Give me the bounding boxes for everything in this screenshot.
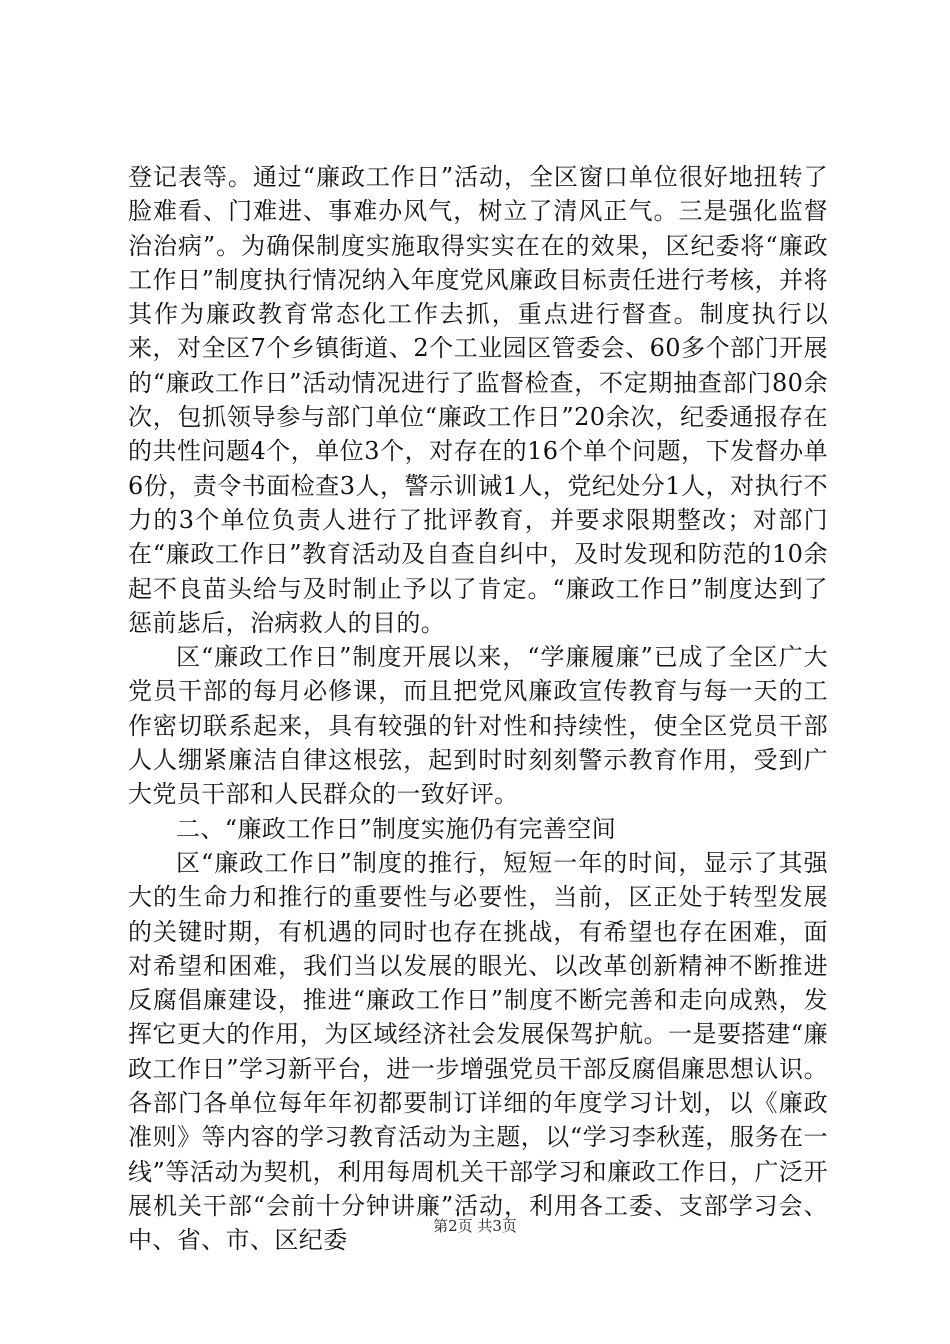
paragraph-1: 登记表等。通过“廉政工作日”活动，全区窗口单位很好地扭转了脸难看、门难进、事难办风气，树立了清风正气。三是强化监督治治病”。为确保制度实施取得实实在在的效果，区纪委将“廉政工作日”制度执行情况纳入年度党风廉政目标责任进行考核，并将其作为廉政教育常态化工作去抓，重点进行督查。制度执行以来，对全区7个乡镇街道、2个工业园区管委会、60多个部门开展的“廉政工作日”活动情况进行了监督检查，不定期抽查部门80余次，包抓领导参与部门单位“廉政工作日”20余次，纪委通报存在的共性问题4个，单位3个，对存在的16个单个问题，下发督办单6份，责令书面检查3人，警示训诫1人，党纪处分1人，对执行不力的3个单位负责人进行了批评教育，并要求限期整改；对部门在“廉政工作日”教育活动及自查自纠中，及时发现和防范的10余起不良苗头给与及时制止予以了肯定。“廉政工作日”制度达到了惩前毖后，治病救人的目的。 bbox=[128, 163, 828, 637]
page-footer: 第2页 共3页 bbox=[433, 1217, 517, 1235]
paragraph-3: 区“廉政工作日”制度的推行，短短一年的时间，显示了其强大的生命力和推行的重要性与必要性，当前，区正处于转型发展的关键时期，有机遇的同时也存在挑战，有希望也存在困难，面对希望和困难，我们当以发展的眼光、以改革创新精神不断推进反腐倡廉建设，推进“廉政工作日”制度不断完善和走向成熟，发挥它更大的作用，为区域经济社会发展保驾护航。一是要搭建“廉政工作日”学习新平台，进一步增强党员干部反腐倡廉思想认识。各部门各单位每年年初都要制订详细的年度学习计划，以《廉政准则》等内容的学习教育活动为主题，以“学习李秋莲，服务在一线”等活动为契机，利用每周机关干部学习和廉政工作日，广泛开展机关干部“会前十分钟讲廉”活动，利用各工委、支部学习会、中、省、市、区纪委 bbox=[128, 848, 828, 1255]
document-body bbox=[128, 160, 828, 1258]
section-heading: 二、“廉政工作日”制度实施仍有完善空间 bbox=[176, 814, 617, 843]
paragraph-2: 区“廉政工作日”制度开展以来，“学廉履廉”已成了全区广大党员干部的每月必修课，而且把党风廉政宣传教育与每一天的工作密切联系起来，具有较强的针对性和持续性，使全区党员干部人人绷紧廉洁自律这根弦，起到时时刻刻警示教育作用，受到广大党员干部和人民群众的一致好评。 bbox=[128, 643, 828, 809]
